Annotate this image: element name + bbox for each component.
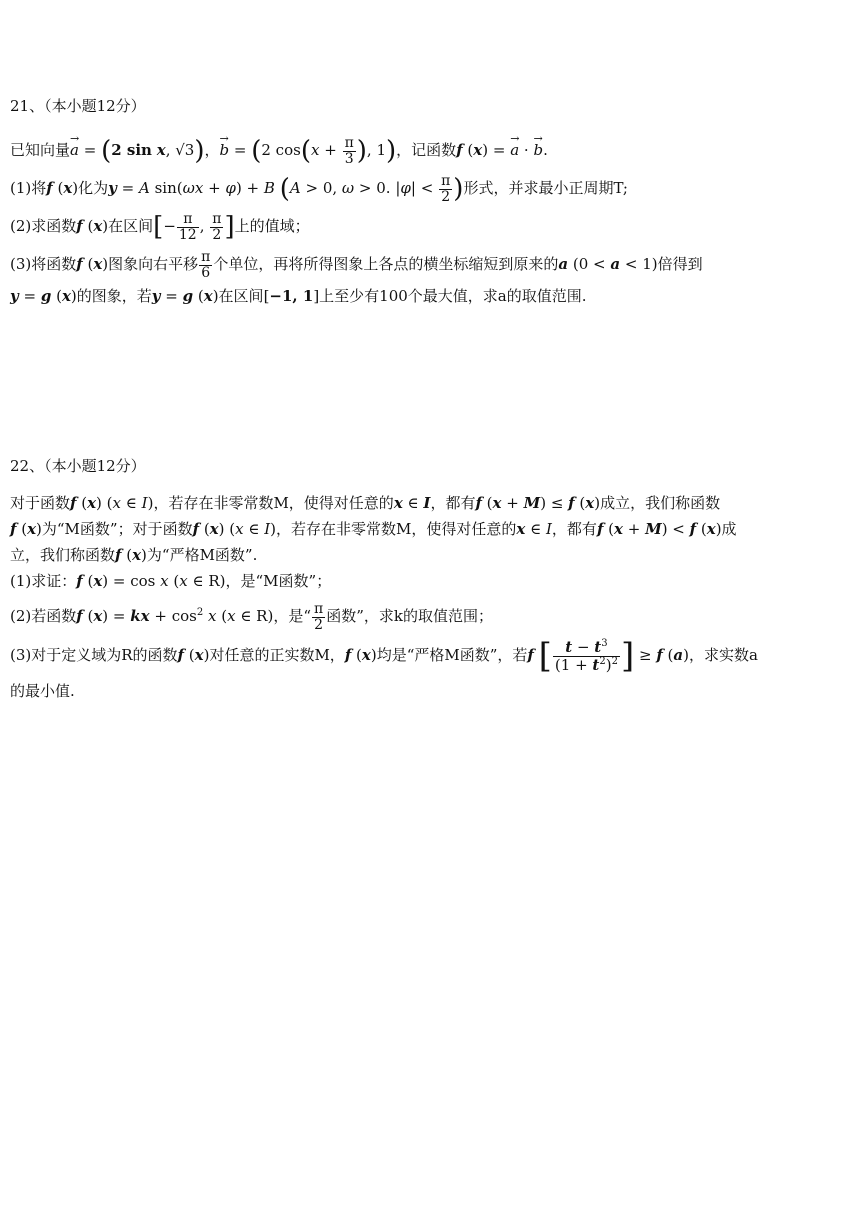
p21-part3-mid2: 个单位，再将所得图象上各点的横坐标缩短到原来的 <box>213 255 559 273</box>
p21-part2-lead: (2)求函数 <box>10 217 77 235</box>
p21-intro-lead: 已知向量 <box>10 141 71 159</box>
p22-def-line-3: 立，我们称函数f (x)为“严格M函数”. <box>10 546 258 564</box>
formula-kx-cos2: f (x) = kx + $\cos^2 x$ (x ∈ R) <box>76 607 274 625</box>
formula-f-def: f (x) = → a · → b. <box>456 141 548 159</box>
p22-def-line-2: f (x)为“M函数”；对于函数f (x) (x ∈ I)，若存在非零常数M，使得对任意的x ∈ I，都有f (x + M) < f (x)成 <box>10 520 737 538</box>
p22-q2-line: (2)若函数f (x) = kx + $\cos^2 x$ (x ∈ R)，是“ $\frac{\pi}{2}$ 函数”，求k的取值范围； <box>10 600 493 633</box>
p22-q1-line: (1)求证：f (x) = cos x (x ∈ R)，是“M函数”； <box>10 572 332 590</box>
problem-21-heading: 21、（本小题12分） <box>10 97 146 115</box>
p21-part2-mid: 在区间 <box>108 217 154 235</box>
p21-part2-line: (2)求函数f (x)在区间[− $\frac{\pi}{12}$ , $\frac{\pi}{2}$ ]上的值域； <box>10 210 310 243</box>
p21-part1-tail: 形式，并求最小正周期T; <box>463 179 628 197</box>
problem-22 <box>10 455 855 704</box>
p21-part3-lead: (3)将函数 <box>10 255 77 273</box>
formula-fraction-inequality: f [ $\frac{t - t^3}{(1 + t^2)^2}$ ] ≥ f (a) <box>527 636 689 676</box>
formula-cos: f (x) = cos x (x ∈ R) <box>76 572 226 590</box>
p21-intro-tail: ，记函数 <box>396 141 457 159</box>
problem-22-heading: 22、（本小题12分） <box>10 457 146 475</box>
p22-q3-line: (3)对于定义域为R的函数f (x)对任意的正实数M，f (x)均是“严格M函数”，若f [ $\frac{t - t^3}{(1 + t^2)^2}$ ] ≥ f (a)，求实数a <box>10 636 758 676</box>
p21-part3-tail: 倍得到 <box>657 255 703 273</box>
p21-part1-line: (1)将f (x)化为y = A sin(ωx + φ) + B (A > 0, ω > 0. |φ| < $\frac{\pi}{2}$ )形式，并求最小正周期T; <box>10 172 628 205</box>
p21-part3b-mid2: 在区间 <box>218 287 264 305</box>
p21-part2-tail: 上的值域； <box>234 217 310 235</box>
problem-21 <box>10 95 855 309</box>
p21-part3-line: (3)将函数f (x)图象向右平移 $\frac{\pi}{6}$ 个单位，再将所得图象上各点的横坐标缩短到原来的a (0 < a < 1)倍得到 <box>10 248 703 281</box>
p21-intro-line <box>10 131 855 169</box>
formula-vector-a: → a = (2 sin x, √3) <box>70 141 204 159</box>
p22-q3b-line: 的最小值. <box>10 682 75 700</box>
p21-part3b-mid: 的图象，若 <box>76 287 152 305</box>
formula-sine-form: y = A sin(ωx + φ) + B (A > 0, ω > 0. |φ| < $\frac{\pi}{2}$ ) <box>108 172 464 205</box>
p21-part1-mid: 化为 <box>78 179 109 197</box>
p21-part3-mid: 图象向右平移 <box>108 255 199 273</box>
p22-def-line-1: 对于函数f (x) (x ∈ I)，若存在非零常数M，使得对任意的x ∈ I，都有f (x + M) ≤ f (x)成立，我们称函数 <box>10 494 721 512</box>
p21-part3b-line: y = g (x)的图象，若y = g (x)在区间[−1, 1]上至少有100个最大值，求a的取值范围. <box>10 287 587 305</box>
p21-intro-mid: ， <box>204 141 220 159</box>
p21-part3b-tail: 上至少有100个最大值，求a的取值范围. <box>319 287 587 305</box>
p21-part1-lead: (1)将 <box>10 179 47 197</box>
formula-interval: [− $\frac{\pi}{12}$ , $\frac{\pi}{2}$ ] <box>153 210 235 243</box>
formula-vector-b: → b = (2 cos(x + $\frac{\pi}{3}$ ), 1) <box>220 141 397 159</box>
